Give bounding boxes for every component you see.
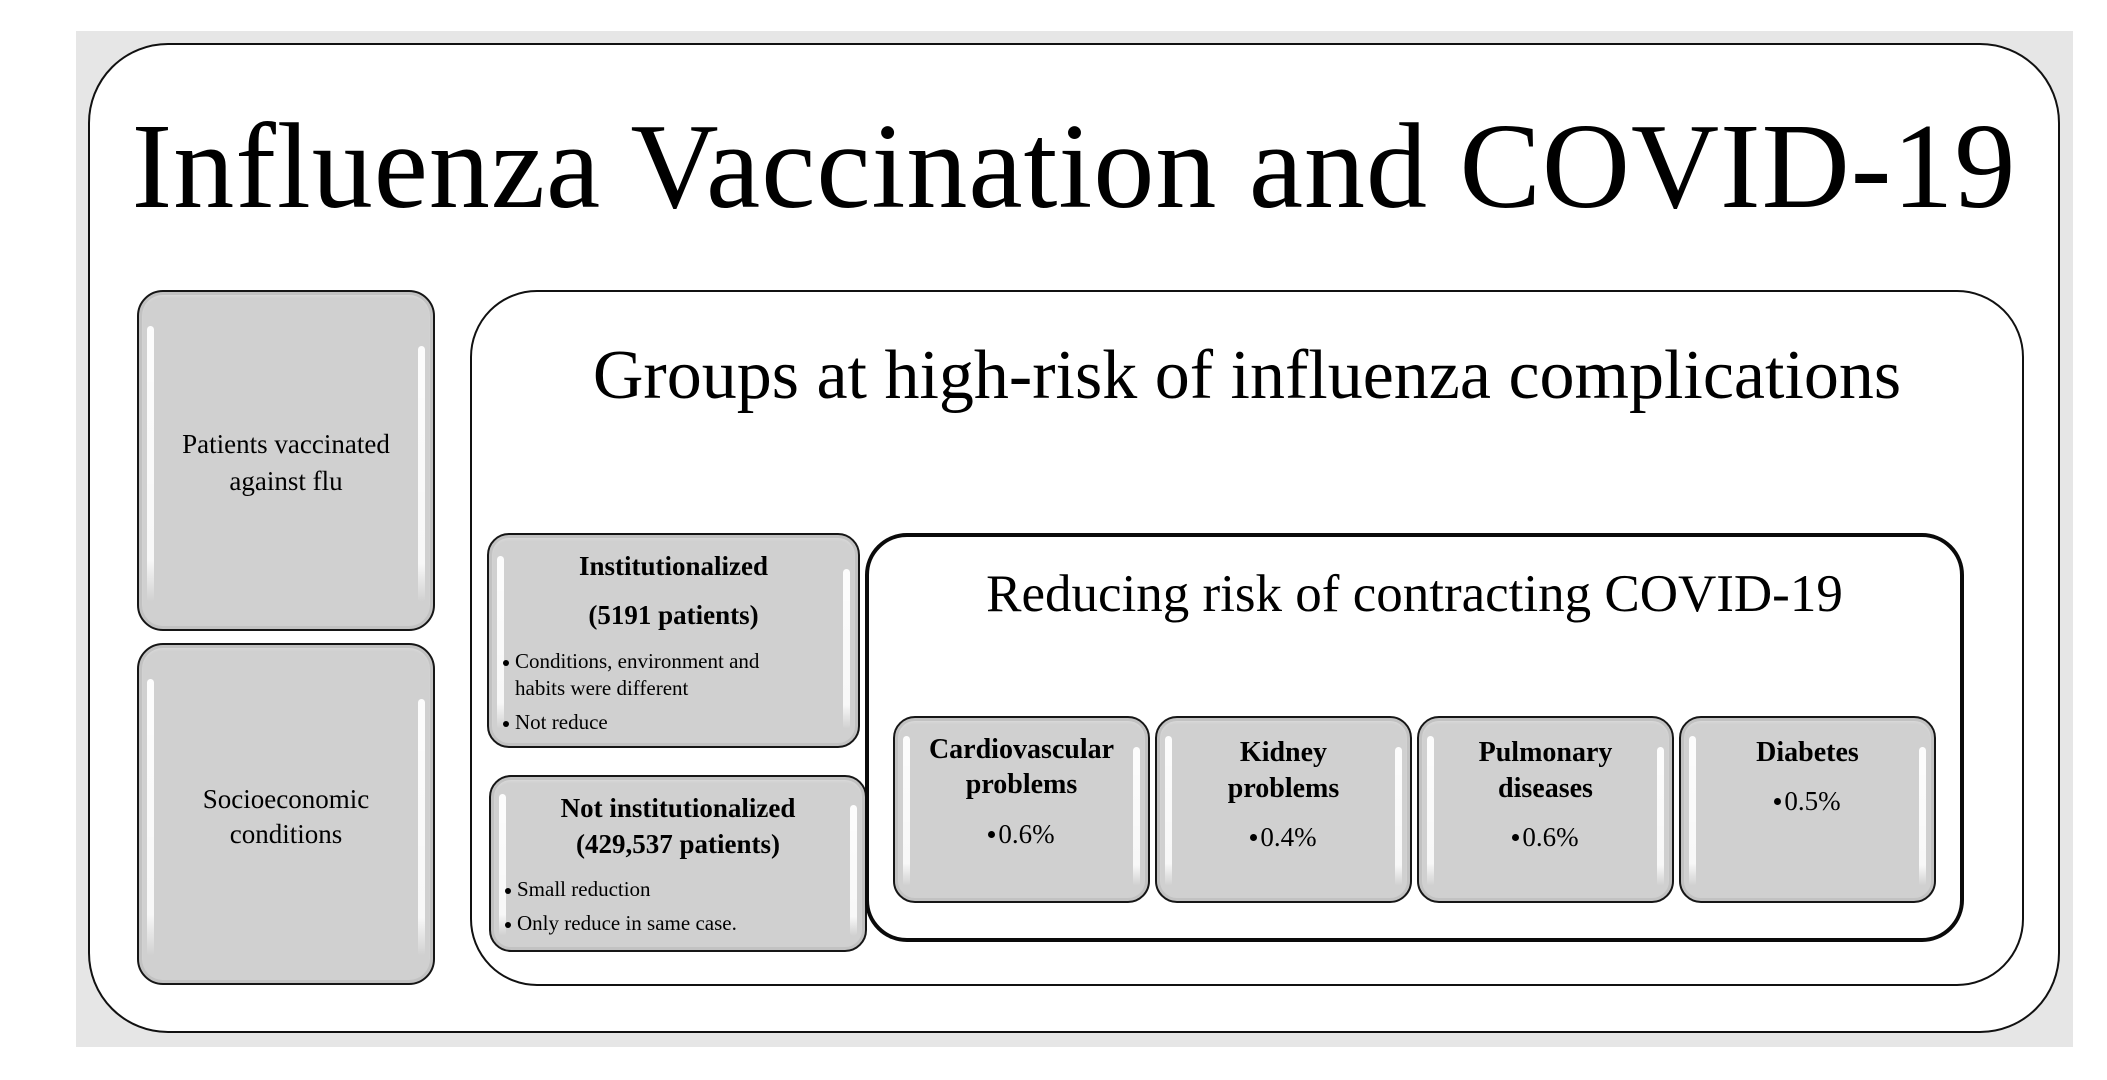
category-value xyxy=(895,817,1148,851)
bullet-item xyxy=(505,910,859,937)
box-patients-vaccinated xyxy=(137,290,435,631)
box-label-line: Patients vaccinated xyxy=(182,429,390,459)
category-diabetes xyxy=(1679,716,1936,903)
category-label-line: Cardiovascular xyxy=(928,734,1115,765)
bullet-text: Not reduce xyxy=(515,710,608,734)
category-value xyxy=(1419,820,1672,854)
category-value xyxy=(1157,820,1410,854)
box-institutionalized xyxy=(487,533,860,748)
category-value-text: 0.6% xyxy=(998,819,1055,849)
category-value-text: 0.5% xyxy=(1784,786,1841,816)
category-label-line: Kidney xyxy=(1239,737,1328,768)
cohort-count: (5191 patients) xyxy=(588,600,759,630)
box-not-institutionalized xyxy=(489,775,867,952)
bullet-text: Only reduce in same case. xyxy=(517,911,737,935)
cohort-count: (429,537 patients) xyxy=(576,829,780,859)
main-title: Influenza Vaccination and COVID-19 xyxy=(131,99,2017,234)
box-label-line: Socioeconomic xyxy=(202,784,370,814)
cohort-bullets xyxy=(503,648,852,736)
cohort-heading: Not institutionalized xyxy=(560,793,796,823)
category-cardiovascular xyxy=(893,716,1150,903)
box-socioeconomic-conditions xyxy=(137,643,435,985)
cohort-bullets xyxy=(505,876,859,937)
bullet-icon xyxy=(1512,834,1519,841)
groups-title: Groups at high-risk of influenza complications xyxy=(592,337,1902,414)
bullet-icon xyxy=(1774,798,1781,805)
category-pulmonary xyxy=(1417,716,1674,903)
bullet-icon xyxy=(988,831,995,838)
category-label-line: diseases xyxy=(1498,773,1593,804)
cohort-heading: Institutionalized xyxy=(578,551,769,581)
box-label-line: conditions xyxy=(229,819,343,849)
category-label-line: problems xyxy=(1227,773,1340,804)
bullet-text: Small reduction xyxy=(517,877,651,901)
category-label-line: Pulmonary xyxy=(1478,737,1613,768)
category-label-line: Diabetes xyxy=(1756,737,1859,768)
bullet-item xyxy=(503,709,852,736)
bullet-text: habits were different xyxy=(515,676,689,700)
category-kidney xyxy=(1155,716,1412,903)
box-label-line: against flu xyxy=(229,466,343,496)
bullet-item xyxy=(505,876,859,903)
category-value-text: 0.4% xyxy=(1260,822,1317,852)
bullet-icon xyxy=(1250,834,1257,841)
bullet-item xyxy=(503,648,852,702)
category-label-line: problems xyxy=(965,769,1078,800)
category-value xyxy=(1681,784,1934,818)
category-value-text: 0.6% xyxy=(1522,822,1579,852)
bullet-text: Conditions, environment and xyxy=(515,649,760,673)
reducing-risk-title: Reducing risk of contracting COVID-19 xyxy=(986,565,1843,623)
